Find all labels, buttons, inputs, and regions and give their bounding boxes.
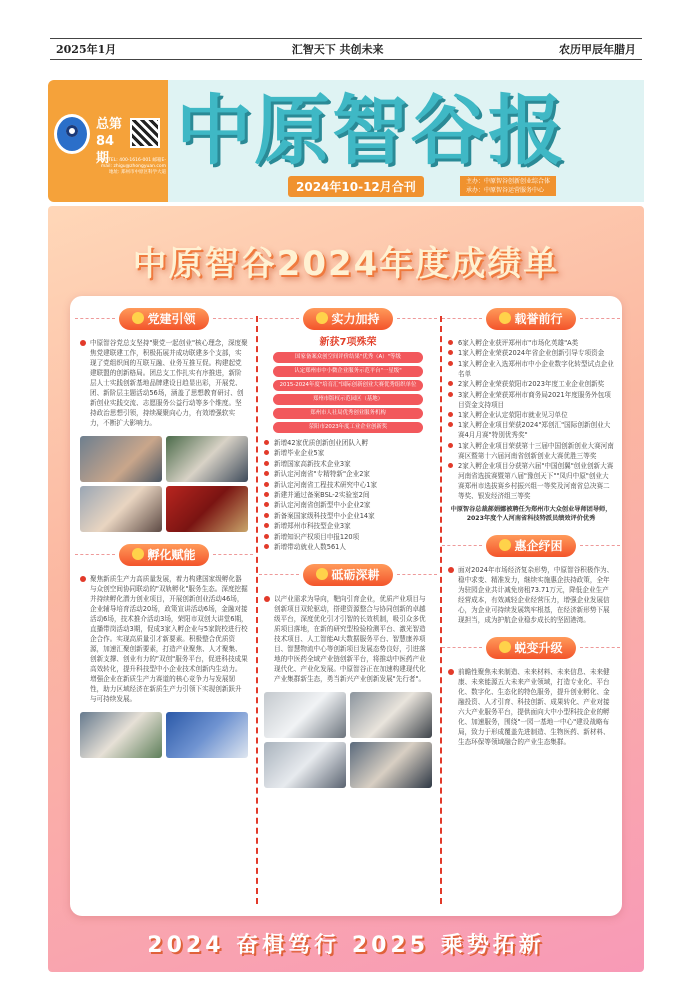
list-item: 新增知识产权项目申报120项	[264, 532, 432, 542]
slogan: 汇智天下 共创未来	[291, 43, 384, 56]
list-item: 1家入孵企业荣获2024年省企业创新引导专项资金	[448, 348, 614, 358]
sponsor-host: 主办：中原智谷创新创业综合体	[466, 178, 551, 185]
list-item: 1家入孵企业认定荥阳市就业见习单位	[448, 410, 614, 420]
photo-grid-incubation	[80, 712, 248, 758]
poster-title: 中原智谷2024年度成绩单	[132, 244, 560, 284]
honor-pill: 郑州市人社局优秀创业服务机构	[273, 408, 423, 419]
gear-icon	[316, 568, 328, 580]
section-header-upgrade: 蜕变升级	[486, 637, 576, 659]
incubation-icon	[132, 548, 144, 560]
photo-lab	[264, 692, 346, 738]
honor-pill: 2015-2024年度"培育汇"国际创新创业大赛优秀组织单位	[273, 380, 423, 391]
poster-footer-slogan: 2024 奋楫笃行 2025 乘势拓新	[147, 933, 545, 958]
column-left	[80, 296, 248, 766]
list-item: 新增毕业企业5家	[264, 448, 432, 458]
personal-honor-note: 中原智谷总裁郝娟娜被聘任为郑州市大众创业导师团导师，2023年度个人河南省科技特派员绩效评价优秀	[450, 506, 612, 523]
list-item: 新增42家优质创新创业团队入孵	[264, 438, 432, 448]
photo-meeting	[80, 436, 162, 482]
sponsor-organizer: 承办：中原智谷运营服务中心	[466, 187, 545, 194]
mascot-icon	[54, 114, 90, 154]
relief-paragraph: 面对2024年市场经济复杂形势，中原智谷积极作为、稳中求变、精准发力，继续实施惠企扶持政策，全年为驻园企业共计减免房租73.71万元，降低企业生产经营成本，有效减轻企业经营压力，增强企业发展信心，为企业可持续发展筑牢根基，在经济新形势下展现担当，成为护航企业稳步成长的坚固港湾。	[448, 565, 614, 625]
edition-label: 2024年10-12月合刊	[288, 176, 424, 197]
photo-group-outdoor	[166, 436, 248, 482]
top-bar	[50, 38, 642, 60]
achievement-list	[264, 438, 432, 552]
list-item: 2家入孵企业项目分获第六届"中国创翼"创业创新大赛河南省选拔赛暨第八届"豫创天下""凤归中原"创业大赛郑州市选拔赛乡村振兴组一等奖及河南省总决赛二等奖、银发经济组三等奖	[448, 461, 614, 501]
content-card	[70, 296, 622, 916]
photo-group	[80, 712, 162, 758]
list-item: 6家入孵企业获评郑州市"市场化英雄"A类	[448, 338, 614, 348]
list-item: 新建并通过备案BSL-2实验室2间	[264, 490, 432, 500]
list-item: 新认定河南省工程技术研究中心1家	[264, 480, 432, 490]
qr-code-icon	[130, 118, 160, 148]
masthead	[48, 80, 644, 202]
issue-number: 总第84期	[96, 117, 123, 166]
honor-pill: 郑州市版权示范园区（基地）	[273, 394, 423, 405]
sponsor-info	[460, 176, 556, 196]
honor-pill: 认定郑州市中小微企业服务示范平台"一星级"	[273, 366, 423, 377]
upgrade-paragraph: 前瞻性聚焦未来制造、未来材料、未来信息、未来健康、未来能源五大未来产业领域，打造专业化、平台化、数字化、生态化的特色服务，提升创业孵化、金融投资、人才引育、科技创新、成果转化、产业对接六大产业服务平台，提供面向大中小型科技企业的孵化、加速服务，围绕"一园一基地一中心"建设战略布局，致力于形成覆盖先进制造、生物医药、新材料、生态环保等领域融合的产业生态集群。	[448, 667, 614, 747]
section-header-relief: 惠企纾困	[486, 535, 576, 557]
party-emblem-icon	[132, 312, 144, 324]
issue-date: 2025年1月	[56, 43, 117, 56]
list-item: 1家入孵企业项目荣获2024"郑创汇"国际创新创业大赛4月月赛"特别优秀奖"	[448, 420, 614, 440]
photo-lecture	[80, 486, 162, 532]
section-header-party: 党建引领	[119, 308, 209, 330]
section-header-incubation: 孵化赋能	[119, 544, 209, 566]
awards-subtitle: 新获7项殊荣	[319, 337, 377, 348]
column-right	[448, 296, 614, 747]
honors-list	[448, 338, 614, 501]
masthead-main	[168, 80, 644, 202]
section-header-strength: 实力加持	[303, 308, 393, 330]
handshake-icon	[499, 539, 511, 551]
incubation-paragraph: 聚焦新质生产力高质量发展，着力构建国家级孵化器与众创空间协同联动的"双轨孵化"服务生态。深度挖掘并持续孵化潜力创业项目，开展创新创业活动46场，企业辅导培育活动20场，政策宣讲活动6场，金融对接活动6场，技术推介活动3场，荣阳市双创大讲堂6期，直播带岗活动3期，促成3家入孵企业与5家院校进行校企合作。实现高质量引才新要素。积极整合优质资源，加速汇聚创新要素，打造产业聚焦、人才聚集、创新支撑、创业有力的"双创"服务平台，促进科技成果高效转化，提升科技型中小企业技术创新内生动力。增强企业在新质生产力赛道的核心竞争力与发展韧性，助力区域经济在新质生产力引领下实现创新跃升与可持续发展。	[80, 574, 248, 704]
list-item: 1家入孵企业项目荣获第十三届中国创新创业大赛河南赛区暨第十六届河南省创新创业大赛优胜三等奖	[448, 441, 614, 461]
deepening-paragraph: 以产业需求为导向，靶向引育企业，优质产业项目与创新项目双轮驱动，搭建资源整合与协同创新的卓越级平台，深度优化引才引智的长效机制，吸引众多优质项目落地，在新的研究型检验检测平台、激光智造技术项目、人工智能AI大数据服务平台、智慧康养项目、智慧物流中心等创新项目发展态势良好，引进落地的中医药全域产业链创新平台，将推动中医药产业现代化、产业化发展。中原智谷正在加速构建现代化产业集群新生态，勇当新兴产业创新发展"先行者"。	[264, 594, 432, 684]
column-divider	[256, 316, 258, 904]
column-divider	[440, 316, 442, 904]
list-item: 2家入孵企业荣获荥阳市2023年度工业企业创新奖	[448, 379, 614, 389]
list-item: 3家入孵企业荣获郑州市商务局2021年度服务外包项目资金支持项目	[448, 390, 614, 410]
newspaper-title: 中原智谷报	[176, 86, 566, 175]
list-item: 新认定河南省"专精特新"企业2家	[264, 469, 432, 479]
photo-workshop	[264, 742, 346, 788]
section-header-honors: 载誉前行	[486, 308, 576, 330]
medal-icon	[499, 312, 511, 324]
honor-pill: 荥阳市2023年度工业企业创新奖	[273, 422, 423, 433]
honor-pill: 国家备案众创空间评价结果"优秀（A）"等级	[273, 352, 423, 363]
photo-visit	[350, 742, 432, 788]
photo-grid-party	[80, 436, 248, 532]
masthead-side-panel	[48, 80, 168, 202]
list-item: 新增带动就业人数561人	[264, 542, 432, 552]
trophy-icon	[316, 312, 328, 324]
list-item: 新认定河南省创新型中小企业2家	[264, 500, 432, 510]
photo-grid-deepening	[264, 692, 432, 788]
photo-equipment	[350, 692, 432, 738]
annual-report-poster	[48, 206, 644, 972]
list-item: 1家入孵企业入选郑州市中小企业数字化转型试点企业名单	[448, 359, 614, 379]
list-item: 新备案国家级科技型中小企业14家	[264, 511, 432, 521]
column-middle	[264, 296, 432, 796]
photo-ceremony	[166, 486, 248, 532]
party-paragraph: 中原智谷党总支坚持"聚党一起创业"核心理念，深度聚焦党建联建工作，积极拓展并成功联建多个支部，实现了党组织间的互联互融、业务互推互促。构建起党建联盟的创新格局。团总支工作扎实有序推进，新阶层人士实践创新基地品牌建设日趋显出彩，开展党、团、新阶层主题活动56场，涵盖了思想教育研讨、创新创业实践交流、志愿服务公益行动等多个维度。坚持政治思想引领，持续凝聚向心力，有效增强软实力，不断扩大影响力。	[80, 338, 248, 428]
photo-event	[166, 712, 248, 758]
rocket-icon	[499, 641, 511, 653]
contact-info: 电话TEL: 400-1616-001 邮箱E-mail: zhigu@zhongyuan.com 地址: 郑州市中原区科学大道	[99, 158, 166, 175]
list-item: 新增国家高新技术企业3家	[264, 459, 432, 469]
list-item: 新增郑州市科技型企业3家	[264, 521, 432, 531]
lunar-date: 农历甲辰年腊月	[559, 43, 636, 56]
section-header-deepening: 砥砺深耕	[303, 564, 393, 586]
